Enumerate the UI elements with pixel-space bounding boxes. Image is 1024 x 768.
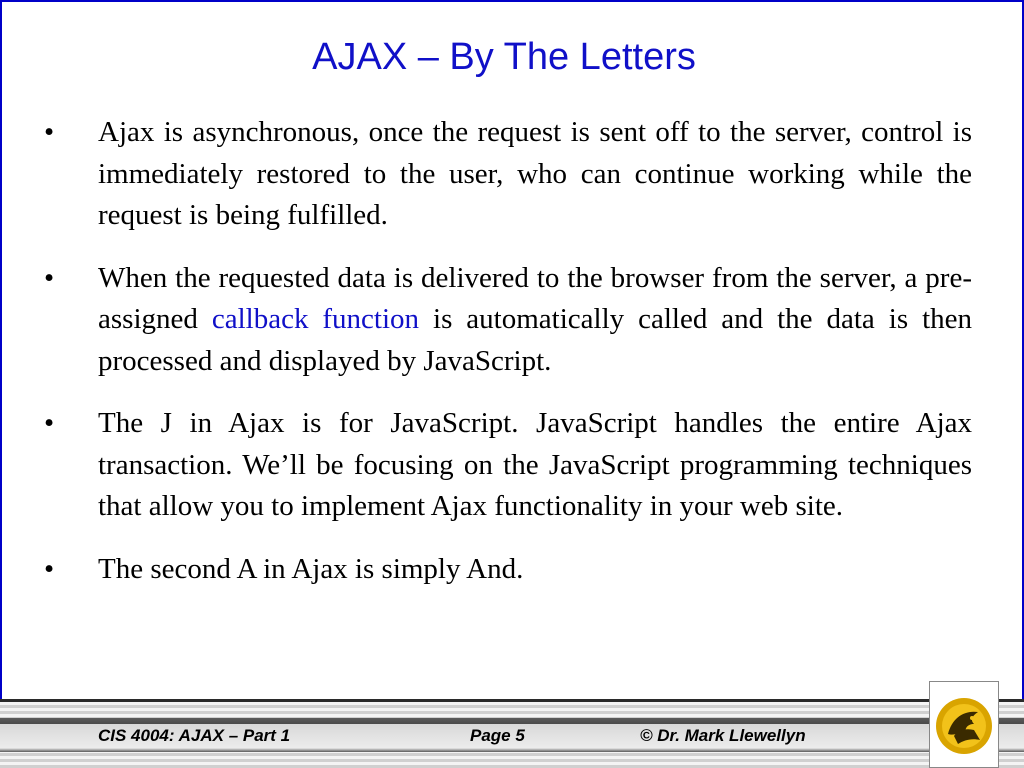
bullet-mark: •	[44, 552, 55, 585]
bullet-mark: •	[44, 261, 55, 294]
bullet-mark: •	[44, 407, 55, 439]
callback-function-highlight: callback function	[211, 303, 420, 335]
bullet-item-4	[42, 549, 972, 591]
bullet-item-3	[42, 403, 972, 528]
bullet-text: The J in Ajax is for JavaScript. JavaScript handles the entire Ajax transaction. We’ll be focusing on the JavaScript programming techniques that allow you to implement Ajax functionality in your web site.	[98, 407, 972, 522]
bullet-item-1	[42, 112, 972, 237]
bullet-text: Ajax is asynchronous, once the request is sent off to the server, control is immediately restored to the user, who can continue working while the request is being fulfilled.	[98, 116, 972, 231]
footer-author: © Dr. Mark Llewellyn	[640, 726, 806, 745]
logo-frame	[929, 681, 999, 768]
footer-page-number: Page 5	[470, 726, 525, 745]
pegasus-logo-icon	[934, 696, 994, 756]
bullet-text: The second A in Ajax is simply And.	[98, 552, 524, 585]
slide-title: AJAX – By The Letters	[312, 36, 696, 78]
bullet-text-after: is automatically called and the data is then processed and displayed by JavaScript.	[98, 303, 972, 377]
bullet-text: When the requested data is delivered to the browser from the server, a pre-assigned	[98, 261, 972, 335]
footer-course: CIS 4004: AJAX – Part 1	[98, 726, 291, 745]
bullet-mark: •	[44, 116, 55, 148]
bullet-item-2	[42, 258, 972, 383]
slide-body	[42, 112, 972, 611]
